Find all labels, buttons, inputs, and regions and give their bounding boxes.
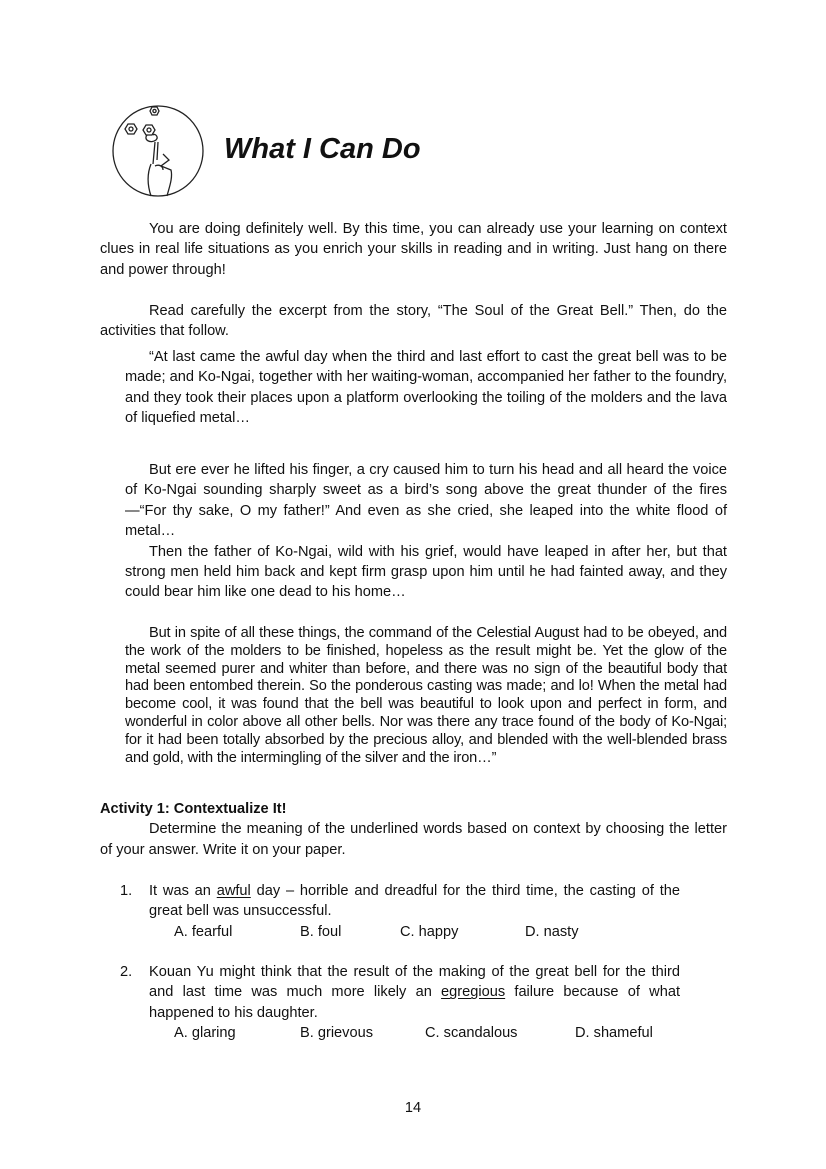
option-d: D. nasty — [525, 923, 579, 940]
option-c: C. happy — [400, 923, 459, 940]
hand-with-hexagons-icon — [111, 104, 205, 198]
page-title: What I Can Do — [224, 133, 421, 165]
question-2: 2. Kouan Yu might think that the result of the making of the great bell for the third and last time was much more likely an egregious failure because of what happened to his daughter. A. glaring B. grievous C. scandalous D. shameful — [100, 962, 680, 1044]
excerpt-paragraph-2: But ere ever he lifted his finger, a cry caused him to turn his head and all heard the voice of Ko-Ngai sounding sharply sweet as a bird’s song above the great thunder of the fires—“For thy sake, O my father!” And even as she cried, she leaped into the white flood of metal… Then the father of Ko-Ngai, wild with his grief, would have leaped in after her, but that strong men held him back and kept firm grasp upon him until he had fainted away, and they could bear him like one dead to his home… — [125, 462, 727, 601]
option-a: A. fearful — [174, 923, 233, 940]
underlined-word: egregious — [441, 984, 506, 1001]
intro-paragraph-2: Read carefully the excerpt from the story, “The Soul of the Great Bell.” Then, do the activities that follow. — [100, 303, 727, 340]
page-number: 14 — [404, 1100, 422, 1116]
activity-section — [100, 799, 727, 860]
question-1: 1. It was an awful day – horrible and dreadful for the third time, the casting of the great bell was unsuccessful. A. fearful B. foul C. happy D. nasty — [100, 881, 680, 942]
option-b: B. grievous — [300, 1025, 374, 1042]
intro-paragraph-1: You are doing definitely well. By this time, you can already use your learning on context clues in real life situations as you enrich your skills in reading and in writing. Just hang on there and power through! — [100, 221, 727, 278]
option-d: D. shameful — [575, 1025, 653, 1042]
option-a: A. glaring — [174, 1025, 236, 1042]
option-c: C. scandalous — [425, 1025, 518, 1042]
excerpt-paragraph-4: But in spite of all these things, the command of the Celestial August had to be obeyed, and the work of the molders to be finished, hopeless as the result might be. Yet the glow of the metal seemed purer and whiter than before, and there was no sign of the beautiful body that had been entombed therein. So the ponderous casting was made; and lo! When the metal had become cool, it was found that the bell was beautiful to look upon and perfect in form, and wonderful in color above all other bells. Nor was there any trace found of the body of Ko-Ngai; for it had been totally absorbed by the precious alloy, and blended with the well-blended brass and gold, with the intermingling of the silver and the iron…” — [125, 625, 727, 766]
activity-instructions: Determine the meaning of the underlined words based on context by choosing the letter of your answer. Write it on your paper. — [100, 821, 727, 858]
option-b: B. foul — [300, 923, 342, 940]
excerpt-paragraph-1: “At last came the awful day when the third and last effort to cast the great bell was to be made; and Ko-Ngai, together with her waiting-woman, accompanied her father to the foundry, and they took their places upon a platform overlooking the toiling of the molders and the lava of liquefied metal… — [125, 349, 727, 427]
underlined-word: awful — [216, 883, 251, 899]
activity-heading: Activity 1: Contextualize It! — [100, 801, 287, 817]
